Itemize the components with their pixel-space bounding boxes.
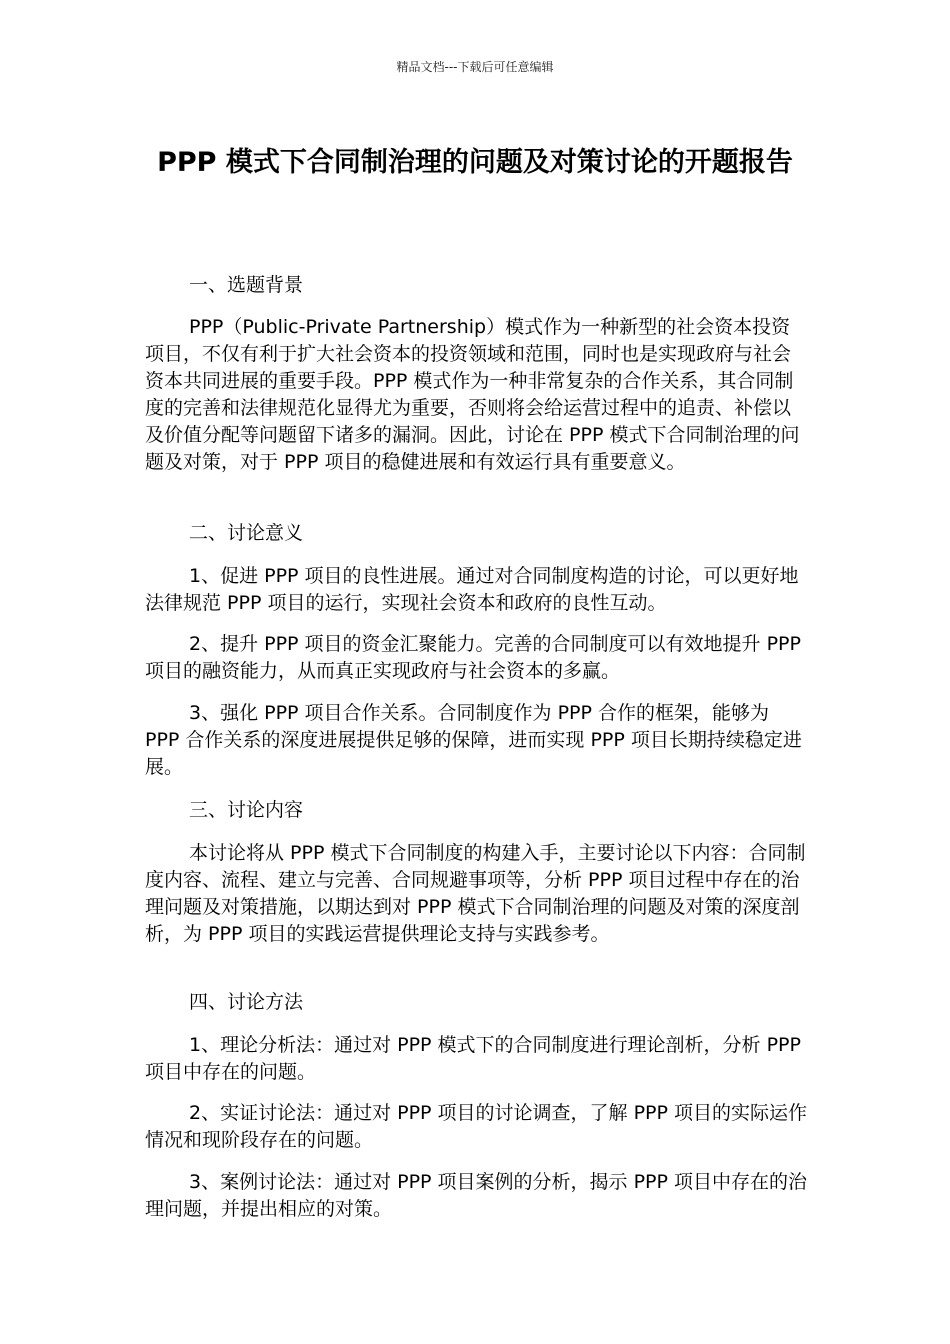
paragraph-methods-2: 2、实证讨论法：通过对 PPP 项目的讨论调查，了解 PPP 项目的实际运作情况和现阶段存在的问题。 bbox=[145, 1102, 807, 1151]
paragraph-content: 本讨论将从 PPP 模式下合同制度的构建入手，主要讨论以下内容：合同制度内容、流程、建立与完善、合同规避事项等，分析 PPP 项目过程中存在的治理问题及对策措施，以期达到对 PPP 模式下合同制治理的问题及对策的深度剖析，为 PPP 项目的实践运营提供理论支持与实践参考。 bbox=[145, 842, 806, 945]
section-heading-background: 一、选题背景 bbox=[189, 274, 304, 296]
section-heading-content: 三、讨论内容 bbox=[189, 799, 304, 821]
paragraph-significance-3: 3、强化 PPP 项目合作关系。合同制度作为 PPP 合作的框架，能够为 PPP 合作关系的深度进展提供足够的保障，进而实现 PPP 项目长期持续稳定进展。 bbox=[145, 702, 802, 778]
section-heading-methods: 四、讨论方法 bbox=[189, 991, 304, 1013]
paragraph-methods-3: 3、案例讨论法：通过对 PPP 项目案例的分析，揭示 PPP 项目中存在的治理问题，并提出相应的对策。 bbox=[145, 1171, 807, 1220]
header-note: 精品文档---下载后可任意编辑 bbox=[396, 60, 554, 74]
document-title: PPP 模式下合同制治理的问题及对策讨论的开题报告 bbox=[157, 147, 793, 178]
section-heading-significance: 二、讨论意义 bbox=[189, 522, 304, 544]
paragraph-significance-1: 1、促进 PPP 项目的良性进展。通过对合同制度构造的讨论，可以更好地法律规范 PPP 项目的运行，实现社会资本和政府的良性互动。 bbox=[145, 565, 799, 614]
paragraph-methods-1: 1、理论分析法：通过对 PPP 模式下的合同制度进行理论剖析，分析 PPP 项目中存在的问题。 bbox=[145, 1034, 801, 1083]
paragraph-significance-2: 2、提升 PPP 项目的资金汇聚能力。完善的合同制度可以有效地提升 PPP 项目的融资能力，从而真正实现政府与社会资本的多赢。 bbox=[145, 633, 801, 682]
paragraph-background: PPP（Public-Private Partnership）模式作为一种新型的社会资本投资项目，不仅有利于扩大社会资本的投资领域和范围，同时也是实现政府与社会资本共同进展的重要手段。PPP 模式作为一种非常复杂的合作关系，其合同制度的完善和法律规范化显得尤为重要，否则将会给运营过程中的追责、补偿以及价值分配等问题留下诸多的漏洞。因此，讨论在 PPP 模式下合同制治理的问题及对策，对于 PPP 项目的稳健进展和有效运行具有重要意义。 bbox=[145, 316, 800, 473]
